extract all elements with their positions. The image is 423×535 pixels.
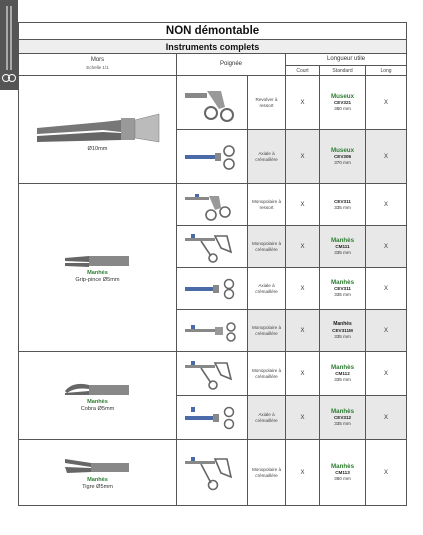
reference: CEV312 [333,415,352,420]
reference: CM112 [335,371,350,376]
axial-ratchet-handle-icon [181,403,243,433]
length: 335 mm [334,292,351,297]
court-value: X [286,268,320,310]
page-title: NON démontable [19,23,407,40]
handle-image [177,76,248,130]
jaw-10mm-icon [33,106,163,146]
axial-handle-icon [181,142,243,172]
court-value: X [286,396,320,440]
brand-label: Manhès [330,463,355,470]
scissors-tab-icon [0,0,18,90]
court-value: X [286,352,320,396]
long-value: X [366,352,407,396]
header-court: Court [286,66,320,76]
handle-type: Axiale à crémaillère [248,130,286,184]
length: 335 mm [334,250,351,255]
header-standard: Standard [320,66,366,76]
handle-type: Monopolaire à crémaillère [248,226,286,268]
header-mors: Mors Echelle 1/1 [19,54,177,76]
court-value: X [286,226,320,268]
monopolar-ratchet-handle-icon [181,453,243,493]
standard-cell [320,396,366,440]
brand-label: Museux [330,147,355,154]
brand-label: Manhès [87,269,108,276]
monopolar-spring-handle-icon [181,188,243,222]
handle-image [177,130,248,184]
brand-label: Manhès [333,321,352,327]
long-value: X [366,226,407,268]
jaw-cobra-icon [63,379,133,399]
mors-name: Ø10mm [87,146,108,152]
mors-cell [19,352,177,440]
long-value: X [366,130,407,184]
header-mors-scale: Echelle 1/1 [86,65,109,70]
table-row [19,76,407,130]
standard-cell [320,310,366,352]
length: 335 mm [334,421,351,426]
court-value: X [286,184,320,226]
table-row [19,184,407,226]
long-value: X [366,76,407,130]
jaw-grip-pince-icon [63,252,133,270]
court-value: X [286,130,320,184]
handle-image [177,396,248,440]
standard-cell [320,226,366,268]
handle-type: Monopolaire à crémaillère [248,352,286,396]
length: 360 mm [334,106,351,111]
mors-cell [19,184,177,352]
mors-cell [19,76,177,184]
brand-label: Manhès [330,237,355,244]
standard-cell [320,268,366,310]
standard-cell [320,130,366,184]
handle-type: Axiale à crémaillère [248,396,286,440]
court-value: X [286,76,320,130]
brand-label: Manhès [330,279,355,286]
handle-type: Revolver à ressort [248,76,286,130]
reference: CEV311 [334,198,351,204]
length: 335 mm [334,377,351,382]
reference: CEV311 [334,286,351,291]
jaw-tigre-icon [63,455,133,477]
handle-type: Monopolaire à crémaillère [248,440,286,506]
standard-cell [320,352,366,396]
standard-cell [320,440,366,506]
mors-cell [19,440,177,506]
handle-image [177,440,248,506]
handle-image [177,184,248,226]
long-value: X [366,310,407,352]
handle-type: Axiale à crémaillère [248,268,286,310]
length: 335 mm [334,204,351,210]
table-row [19,352,407,396]
handle-image [177,352,248,396]
monopolar-ratchet-handle-icon [181,230,243,264]
long-value: X [366,184,407,226]
length: 370 mm [334,160,351,165]
standard-cell [320,76,366,130]
mors-name: Cobra Ø5mm [80,405,115,412]
reference: CM113 [335,470,350,475]
brand-label: Manhès [87,476,108,483]
header-poignee: Poignée [177,54,286,76]
instrument-table [18,22,407,506]
reference: CEV311M [332,328,353,333]
length: 335 mm [334,334,351,339]
standard-cell [320,184,366,226]
reference: CEV321 [333,100,352,105]
header-longueur: Longueur utile [286,54,407,66]
revolver-handle-icon [181,83,243,123]
handle-image [177,310,248,352]
court-value: X [286,310,320,352]
brand-label: Manhès [87,398,108,405]
monopolar-ratchet-handle-icon [181,319,243,343]
long-value: X [366,268,407,310]
long-value: X [366,440,407,506]
brand-label: Museux [330,93,355,100]
axial-ratchet-handle-icon [181,277,243,301]
reference: CM111 [335,244,350,249]
reference: CEV306 [333,154,352,159]
handle-type: Monopolaire à crémaillère [248,310,286,352]
header-long: Long [366,66,407,76]
length: 360 mm [334,476,351,481]
page-subtitle: Instruments complets [19,40,407,54]
handle-type: Monopolaire à ressort [248,184,286,226]
handle-image [177,268,248,310]
mors-name: Tigre Ø5mm [82,483,113,490]
court-value: X [286,440,320,506]
brand-label: Manhès [330,408,355,415]
table-row [19,440,407,506]
monopolar-ratchet-handle-icon [181,357,243,391]
brand-label: Manhès [330,364,355,371]
mors-name: Grip-pince Ø5mm [75,276,120,283]
long-value: X [366,396,407,440]
handle-image [177,226,248,268]
